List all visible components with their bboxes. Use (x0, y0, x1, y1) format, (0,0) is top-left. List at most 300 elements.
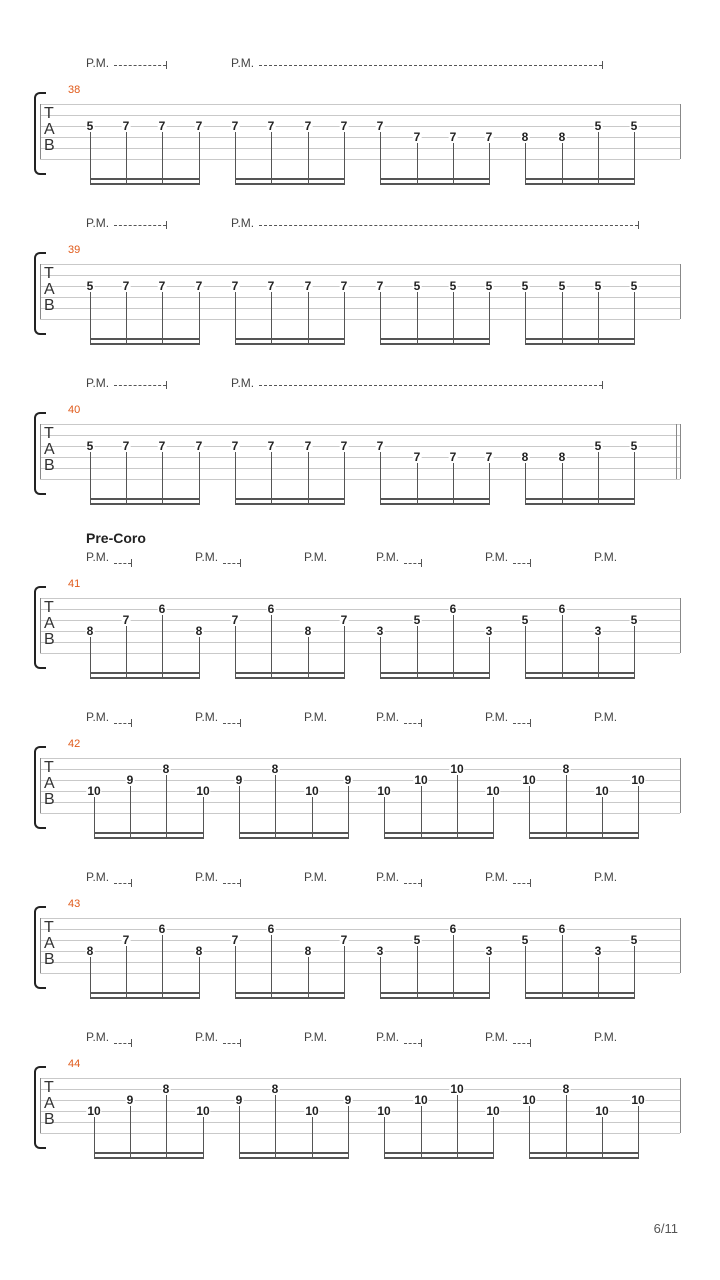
note-beam (94, 837, 204, 839)
note-beam (90, 178, 200, 180)
barline (680, 918, 681, 973)
note-beam (525, 498, 635, 500)
tab-string (40, 802, 680, 803)
note-stem (162, 935, 163, 999)
palm-mute-label: P.M. (231, 216, 255, 230)
fret-number: 8 (162, 1082, 170, 1096)
tab-string (40, 769, 680, 770)
fret-number: 7 (195, 439, 203, 453)
note-stem (271, 615, 272, 679)
note-beam (239, 1152, 349, 1154)
palm-mute-dash (513, 563, 530, 564)
fret-number: 8 (304, 944, 312, 958)
palm-mute-label: P.M. (86, 550, 110, 564)
fret-number: 9 (344, 1093, 352, 1107)
fret-number: 7 (376, 119, 384, 133)
fret-number: 6 (267, 602, 275, 616)
fret-number: 3 (594, 624, 602, 638)
palm-mute-dash (114, 883, 131, 884)
palm-mute-label: P.M. (376, 1030, 400, 1044)
palm-mute-dash (223, 563, 240, 564)
note-beam (90, 677, 200, 679)
palm-mute-label: P.M. (376, 550, 400, 564)
palm-mute-dash (404, 1043, 421, 1044)
fret-number: 10 (450, 1082, 464, 1096)
tab-string (40, 1089, 680, 1090)
palm-mute-dash (404, 723, 421, 724)
fret-number: 10 (414, 773, 428, 787)
fret-number: 5 (630, 613, 638, 627)
palm-mute-label: P.M. (86, 710, 110, 724)
palm-mute-end (421, 559, 422, 567)
barline (40, 1078, 41, 1133)
tab-clef-letter: B (44, 297, 55, 314)
palm-mute-label: P.M. (304, 710, 328, 724)
note-beam (380, 503, 490, 505)
tab-clef-letter: B (44, 137, 55, 154)
palm-mute-dash (114, 563, 131, 564)
fret-number: 10 (87, 784, 101, 798)
palm-mute-label: P.M. (594, 1030, 618, 1044)
fret-number: 5 (86, 279, 94, 293)
note-beam (90, 338, 200, 340)
fret-number: 5 (594, 119, 602, 133)
fret-number: 8 (562, 1082, 570, 1096)
fret-number: 7 (122, 613, 130, 627)
note-beam (90, 343, 200, 345)
fret-number: 8 (195, 944, 203, 958)
tab-string (40, 424, 680, 425)
note-beam (525, 997, 635, 999)
palm-mute-end (530, 719, 531, 727)
fret-number: 7 (340, 613, 348, 627)
note-beam (525, 343, 635, 345)
tab-string (40, 1078, 680, 1079)
final-barline (676, 424, 677, 479)
note-beam (235, 503, 345, 505)
palm-mute-label: P.M. (86, 56, 110, 70)
tab-clef-letter: T (44, 599, 54, 616)
fret-number: 10 (486, 1104, 500, 1118)
palm-mute-label: P.M. (376, 870, 400, 884)
note-beam (239, 837, 349, 839)
tab-string (40, 286, 680, 287)
tab-string (40, 813, 680, 814)
tab-string (40, 126, 680, 127)
tab-string (40, 308, 680, 309)
fret-number: 7 (231, 613, 239, 627)
fret-number: 5 (449, 279, 457, 293)
palm-mute-dash (259, 65, 602, 66)
note-beam (525, 677, 635, 679)
fret-number: 7 (449, 450, 457, 464)
fret-number: 10 (305, 784, 319, 798)
note-beam (94, 832, 204, 834)
tab-clef-letter: A (44, 935, 55, 952)
measure-number: 43 (68, 898, 81, 910)
fret-number: 9 (126, 773, 134, 787)
barline (40, 104, 41, 159)
tab-string (40, 929, 680, 930)
barline (40, 598, 41, 653)
palm-mute-end (638, 221, 639, 229)
fret-number: 5 (558, 279, 566, 293)
tab-string (40, 148, 680, 149)
note-beam (235, 677, 345, 679)
tab-string (40, 951, 680, 952)
note-beam (235, 498, 345, 500)
fret-number: 10 (595, 1104, 609, 1118)
note-beam (525, 672, 635, 674)
barline (680, 598, 681, 653)
palm-mute-end (602, 381, 603, 389)
note-stem (275, 775, 276, 839)
palm-mute-dash (114, 225, 166, 226)
note-beam (525, 183, 635, 185)
palm-mute-label: P.M. (86, 376, 110, 390)
fret-number: 5 (86, 119, 94, 133)
tab-string (40, 598, 680, 599)
barline (680, 264, 681, 319)
fret-number: 7 (304, 119, 312, 133)
barline (680, 104, 681, 159)
palm-mute-label: P.M. (376, 710, 400, 724)
palm-mute-label: P.M. (231, 56, 255, 70)
fret-number: 7 (267, 439, 275, 453)
note-beam (239, 832, 349, 834)
measure-number: 40 (68, 404, 81, 416)
palm-mute-end (166, 381, 167, 389)
palm-mute-end (530, 1039, 531, 1047)
fret-number: 7 (413, 130, 421, 144)
barline (680, 1078, 681, 1133)
note-stem (166, 1095, 167, 1159)
note-stem (271, 935, 272, 999)
fret-number: 7 (158, 439, 166, 453)
note-stem (457, 1095, 458, 1159)
palm-mute-label: P.M. (195, 870, 219, 884)
fret-number: 7 (376, 439, 384, 453)
note-beam (529, 1157, 639, 1159)
note-beam (235, 343, 345, 345)
tab-string (40, 973, 680, 974)
note-beam (235, 338, 345, 340)
note-beam (384, 1152, 494, 1154)
note-beam (90, 498, 200, 500)
note-beam (529, 832, 639, 834)
tab-string (40, 479, 680, 480)
palm-mute-dash (223, 883, 240, 884)
barline (40, 758, 41, 813)
note-beam (94, 1157, 204, 1159)
note-beam (525, 338, 635, 340)
fret-number: 7 (485, 450, 493, 464)
palm-mute-dash (513, 1043, 530, 1044)
fret-number: 7 (304, 279, 312, 293)
fret-number: 7 (195, 279, 203, 293)
palm-mute-dash (404, 883, 421, 884)
fret-number: 3 (594, 944, 602, 958)
tab-string (40, 1111, 680, 1112)
fret-number: 8 (562, 762, 570, 776)
note-beam (529, 1152, 639, 1154)
fret-number: 6 (558, 602, 566, 616)
measure-number: 41 (68, 578, 81, 590)
palm-mute-dash (114, 723, 131, 724)
fret-number: 6 (158, 922, 166, 936)
fret-number: 7 (340, 933, 348, 947)
barline (40, 424, 41, 479)
note-beam (380, 992, 490, 994)
fret-number: 7 (267, 119, 275, 133)
palm-mute-end (240, 1039, 241, 1047)
palm-mute-label: P.M. (86, 216, 110, 230)
note-beam (525, 178, 635, 180)
note-beam (235, 992, 345, 994)
tab-string (40, 275, 680, 276)
palm-mute-dash (223, 1043, 240, 1044)
fret-number: 6 (158, 602, 166, 616)
palm-mute-label: P.M. (195, 1030, 219, 1044)
note-beam (90, 503, 200, 505)
palm-mute-end (530, 559, 531, 567)
fret-number: 7 (340, 279, 348, 293)
palm-mute-dash (513, 883, 530, 884)
palm-mute-dash (404, 563, 421, 564)
fret-number: 6 (558, 922, 566, 936)
note-beam (380, 997, 490, 999)
tab-string (40, 137, 680, 138)
palm-mute-label: P.M. (304, 550, 328, 564)
fret-number: 7 (231, 439, 239, 453)
tab-clef-letter: T (44, 1079, 54, 1096)
palm-mute-label: P.M. (485, 550, 509, 564)
fret-number: 5 (630, 439, 638, 453)
palm-mute-end (166, 221, 167, 229)
note-beam (384, 1157, 494, 1159)
palm-mute-label: P.M. (594, 870, 618, 884)
tab-string (40, 609, 680, 610)
barline (680, 424, 681, 479)
fret-number: 5 (594, 439, 602, 453)
tab-clef-letter: T (44, 919, 54, 936)
fret-number: 7 (195, 119, 203, 133)
fret-number: 7 (158, 119, 166, 133)
note-stem (162, 615, 163, 679)
fret-number: 10 (196, 1104, 210, 1118)
palm-mute-dash (114, 385, 166, 386)
palm-mute-end (166, 61, 167, 69)
palm-mute-end (240, 879, 241, 887)
fret-number: 10 (486, 784, 500, 798)
palm-mute-end (131, 1039, 132, 1047)
fret-number: 7 (231, 279, 239, 293)
fret-number: 7 (449, 130, 457, 144)
note-stem (566, 1095, 567, 1159)
tab-string (40, 631, 680, 632)
tab-clef-letter: T (44, 759, 54, 776)
palm-mute-end (602, 61, 603, 69)
note-beam (235, 672, 345, 674)
section-label: Pre-Coro (86, 530, 146, 546)
measure-number: 38 (68, 84, 81, 96)
fret-number: 8 (558, 450, 566, 464)
palm-mute-end (240, 719, 241, 727)
note-beam (90, 992, 200, 994)
palm-mute-end (530, 879, 531, 887)
note-stem (453, 615, 454, 679)
fret-number: 5 (413, 613, 421, 627)
tab-clef-letter: B (44, 631, 55, 648)
palm-mute-label: P.M. (231, 376, 255, 390)
tab-clef-letter: A (44, 121, 55, 138)
tab-clef-letter: T (44, 425, 54, 442)
note-beam (380, 343, 490, 345)
note-beam (380, 183, 490, 185)
palm-mute-end (421, 879, 422, 887)
fret-number: 8 (304, 624, 312, 638)
fret-number: 10 (595, 784, 609, 798)
tab-string (40, 780, 680, 781)
tab-clef-letter: T (44, 265, 54, 282)
palm-mute-label: P.M. (195, 550, 219, 564)
fret-number: 7 (340, 119, 348, 133)
palm-mute-dash (223, 723, 240, 724)
fret-number: 5 (630, 279, 638, 293)
tab-string (40, 962, 680, 963)
tab-string (40, 468, 680, 469)
fret-number: 8 (558, 130, 566, 144)
fret-number: 5 (521, 279, 529, 293)
tab-clef-letter: A (44, 441, 55, 458)
note-beam (90, 672, 200, 674)
fret-number: 6 (449, 922, 457, 936)
palm-mute-label: P.M. (304, 870, 328, 884)
palm-mute-label: P.M. (594, 710, 618, 724)
tab-clef-letter: A (44, 775, 55, 792)
fret-number: 7 (267, 279, 275, 293)
note-stem (566, 775, 567, 839)
fret-number: 10 (87, 1104, 101, 1118)
palm-mute-end (131, 559, 132, 567)
palm-mute-end (131, 719, 132, 727)
tab-clef-letter: B (44, 791, 55, 808)
palm-mute-dash (114, 65, 166, 66)
fret-number: 7 (122, 279, 130, 293)
fret-number: 7 (122, 439, 130, 453)
note-beam (239, 1157, 349, 1159)
fret-number: 7 (413, 450, 421, 464)
palm-mute-label: P.M. (485, 870, 509, 884)
fret-number: 8 (271, 1082, 279, 1096)
fret-number: 8 (271, 762, 279, 776)
tab-string (40, 918, 680, 919)
palm-mute-dash (114, 1043, 131, 1044)
note-beam (380, 677, 490, 679)
note-beam (90, 997, 200, 999)
note-beam (235, 178, 345, 180)
fret-number: 9 (235, 1093, 243, 1107)
note-beam (235, 183, 345, 185)
fret-number: 5 (413, 933, 421, 947)
fret-number: 7 (122, 933, 130, 947)
fret-number: 7 (485, 130, 493, 144)
tab-clef-letter: B (44, 457, 55, 474)
tab-string (40, 1122, 680, 1123)
fret-number: 7 (340, 439, 348, 453)
fret-number: 10 (522, 1093, 536, 1107)
note-stem (166, 775, 167, 839)
fret-number: 7 (231, 119, 239, 133)
note-beam (384, 837, 494, 839)
fret-number: 8 (162, 762, 170, 776)
palm-mute-dash (259, 385, 602, 386)
fret-number: 10 (631, 773, 645, 787)
palm-mute-end (240, 559, 241, 567)
tab-string (40, 653, 680, 654)
tab-string (40, 115, 680, 116)
note-stem (457, 775, 458, 839)
tab-string (40, 642, 680, 643)
note-beam (525, 992, 635, 994)
note-beam (529, 837, 639, 839)
barline (680, 758, 681, 813)
tab-clef-letter: B (44, 1111, 55, 1128)
tab-string (40, 1133, 680, 1134)
note-beam (380, 178, 490, 180)
palm-mute-end (131, 879, 132, 887)
fret-number: 10 (450, 762, 464, 776)
fret-number: 3 (376, 624, 384, 638)
barline (40, 264, 41, 319)
palm-mute-label: P.M. (86, 870, 110, 884)
fret-number: 5 (630, 933, 638, 947)
fret-number: 5 (630, 119, 638, 133)
palm-mute-dash (259, 225, 638, 226)
fret-number: 5 (594, 279, 602, 293)
fret-number: 3 (376, 944, 384, 958)
tab-string (40, 264, 680, 265)
palm-mute-label: P.M. (304, 1030, 328, 1044)
palm-mute-label: P.M. (195, 710, 219, 724)
tab-string (40, 758, 680, 759)
fret-number: 5 (413, 279, 421, 293)
tab-string (40, 791, 680, 792)
fret-number: 7 (122, 119, 130, 133)
fret-number: 8 (86, 944, 94, 958)
note-beam (380, 338, 490, 340)
barline (40, 918, 41, 973)
note-beam (384, 832, 494, 834)
fret-number: 7 (231, 933, 239, 947)
measure-number: 44 (68, 1058, 81, 1070)
fret-number: 10 (414, 1093, 428, 1107)
fret-number: 10 (377, 1104, 391, 1118)
note-beam (94, 1152, 204, 1154)
tab-clef-letter: A (44, 281, 55, 298)
note-beam (380, 498, 490, 500)
palm-mute-label: P.M. (86, 1030, 110, 1044)
tab-clef-letter: B (44, 951, 55, 968)
palm-mute-label: P.M. (485, 1030, 509, 1044)
fret-number: 10 (631, 1093, 645, 1107)
fret-number: 5 (521, 933, 529, 947)
note-beam (380, 672, 490, 674)
note-stem (453, 935, 454, 999)
note-stem (562, 615, 563, 679)
tab-string (40, 620, 680, 621)
fret-number: 8 (195, 624, 203, 638)
